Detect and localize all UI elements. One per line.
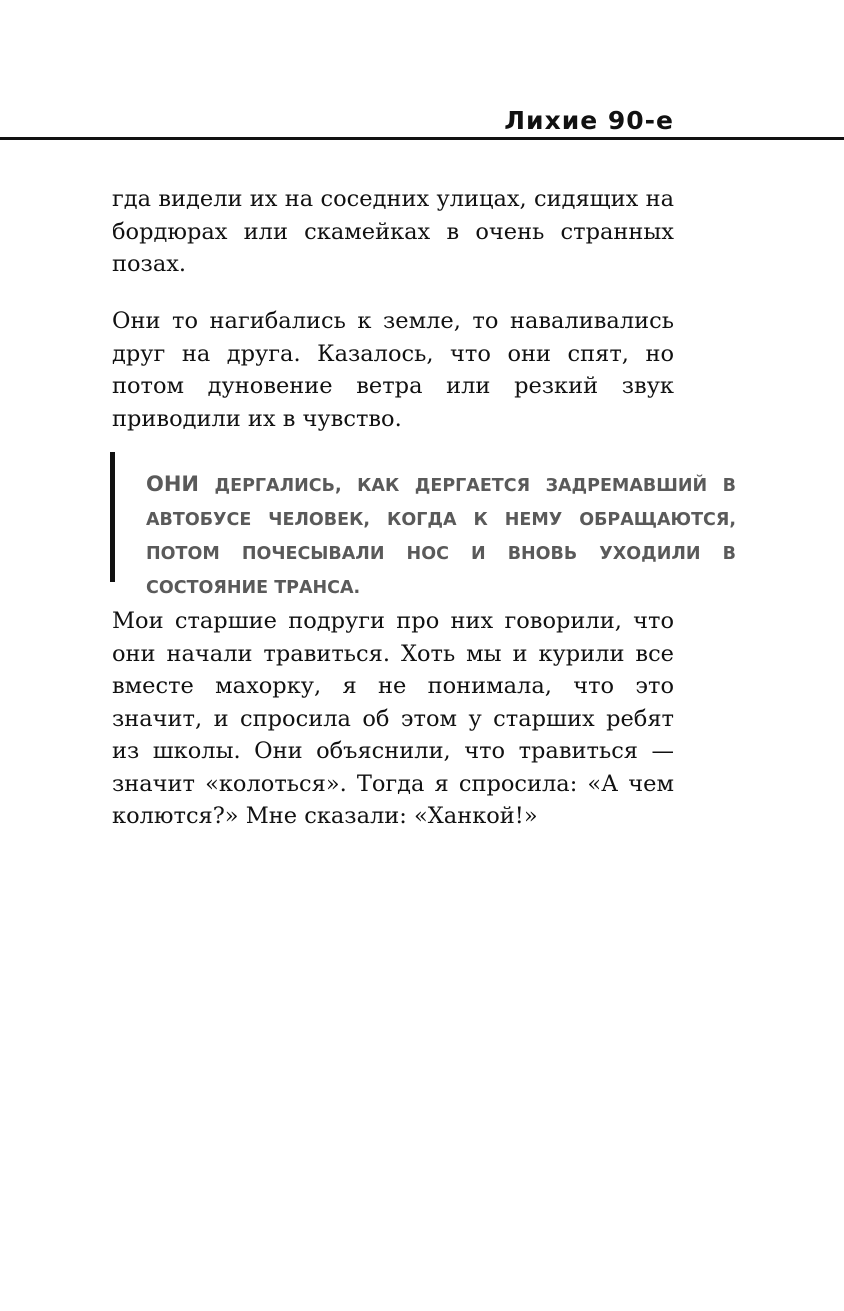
paragraph-3: Мои старшие подруги про них говорили, что они начали травиться. Хоть мы и курили все вместе махорку, я не понимала, что это значит, и спросила об этом у старших ребят из школы. Они объяснили, что травиться — значит «колоться». Тогда я спросила: «А чем колются?» Мне сказали: «Ханкой!» <box>112 608 674 829</box>
pull-quote-rest: ДЕРГАЛИСЬ, КАК ДЕРГАЕТСЯ ЗАДРЕМАВШИЙ В АВТОБУСЕ ЧЕЛОВЕК, КОГДА К НЕМУ ОБРАЩАЮТСЯ, ПОТОМ ПОЧЕСЫВАЛИ НОС И ВНОВЬ УХОДИЛИ В СОСТОЯНИЕ ТРАНСА. <box>146 476 736 598</box>
running-head-title: Лихие 90-е <box>504 106 674 135</box>
pull-quote <box>110 452 736 598</box>
pull-quote-text <box>146 467 736 605</box>
header-rule <box>0 137 844 140</box>
paragraph-2: Они то нагибались к земле, то наваливались друг на друга. Казалось, что они спят, но потом дуновение ветра или резкий звук приводили их в чувство. <box>112 308 674 432</box>
pull-quote-first-word: ОНИ <box>146 472 200 496</box>
paragraph-1: гда видели их на соседних улицах, сидящих на бордюрах или скамейках в очень странных позах. <box>112 186 674 277</box>
